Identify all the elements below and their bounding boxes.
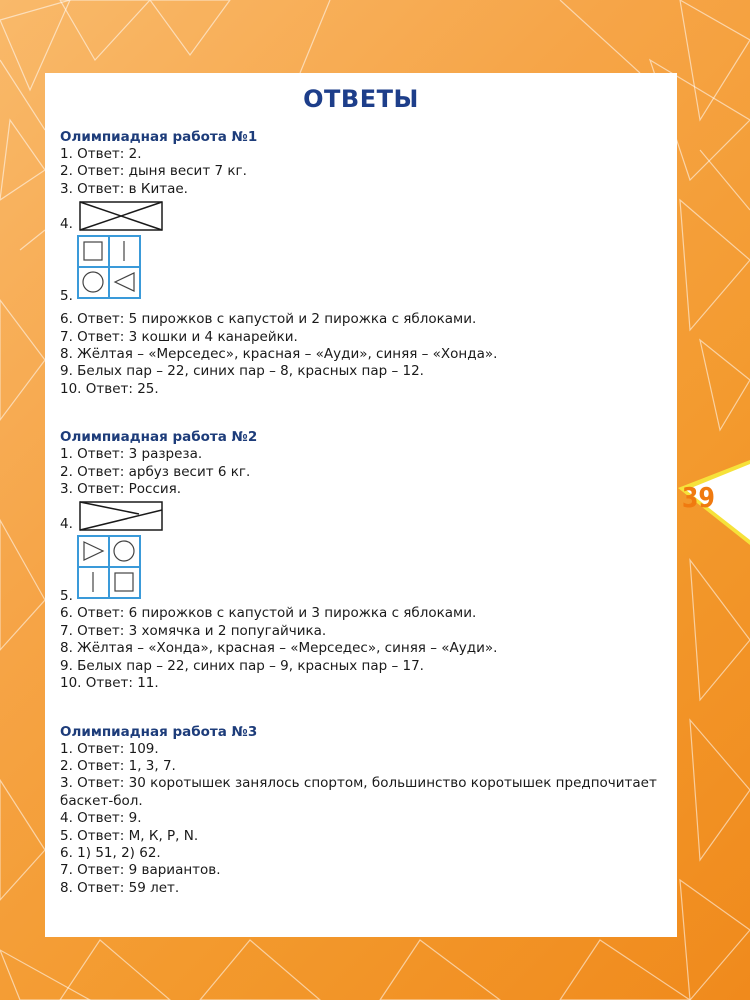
answer-line: 1. Ответ: 2. xyxy=(60,146,142,162)
answer-line: 9. Белых пар – 22, синих пар – 9, красных пар – 17. xyxy=(60,657,424,674)
square-icon xyxy=(84,242,102,260)
shape-grid-figure xyxy=(77,535,141,599)
answer-figure-row xyxy=(60,498,670,533)
section-1 xyxy=(60,129,670,398)
section-2 xyxy=(60,429,670,692)
answer-line: 6. 1) 51, 2) 62. xyxy=(60,844,161,861)
triangle-icon xyxy=(84,542,103,560)
answer-line: 3. Ответ: Россия. xyxy=(60,481,182,498)
section-3 xyxy=(60,724,670,898)
page-title: ОТВЕТЫ xyxy=(303,85,419,113)
answer-line: 7. Ответ: 3 кошки и 4 канарейки. xyxy=(60,328,298,345)
figure-label: 4. xyxy=(60,516,73,533)
answers-panel xyxy=(45,73,677,937)
triangle-icon xyxy=(115,273,134,291)
answer-grid-row xyxy=(60,533,670,605)
figure-label: 4. xyxy=(60,216,73,233)
answer-line: 10. Ответ: 11. xyxy=(60,675,159,692)
answer-line: 8. Жёлтая – «Мерседес», красная – «Ауди», синяя – «Хонда». xyxy=(60,346,498,363)
circle-icon xyxy=(83,272,103,292)
answer-line: 7. Ответ: 3 хомячка и 2 попугайчика. xyxy=(60,622,327,639)
grid-label: 5. xyxy=(60,288,73,305)
answer-line: 3. Ответ: в Китае. xyxy=(60,180,188,197)
section-title: Олимпиадная работа №2 xyxy=(60,429,258,446)
page-number: 39 xyxy=(681,481,715,514)
answer-line: 2. Ответ: арбуз весит 6 кг. xyxy=(60,463,251,480)
answer-line: 2. Ответ: 1, 3, 7. xyxy=(60,757,176,774)
grid-label: 5. xyxy=(60,588,73,605)
answer-line: 2. Ответ: дыня весит 7 кг. xyxy=(60,163,247,180)
answers-content xyxy=(60,129,670,897)
section-title: Олимпиадная работа №1 xyxy=(60,129,258,145)
answer-line: 10. Ответ: 25. xyxy=(60,380,159,397)
answer-figure-row xyxy=(60,198,670,233)
answer-line: 8. Жёлтая – «Хонда», красная – «Мерседес», синяя – «Ауди». xyxy=(60,640,498,657)
divided-rectangle-figure xyxy=(79,501,163,531)
answer-line: 8. Ответ: 59 лет. xyxy=(60,879,180,896)
answer-line: 3. Ответ: 30 коротышек занялось спортом, большинство коротышек предпочитает баскет-бол. xyxy=(60,775,657,809)
answer-line: 9. Белых пар – 22, синих пар – 8, красных пар – 12. xyxy=(60,363,424,380)
answer-line: 1. Ответ: 109. xyxy=(60,740,159,757)
circle-icon xyxy=(114,541,134,561)
answer-line: 6. Ответ: 5 пирожков с капустой и 2 пирожка с яблоками. xyxy=(60,311,477,328)
answer-line: 7. Ответ: 9 вариантов. xyxy=(60,862,221,879)
answer-line: 6. Ответ: 6 пирожков с капустой и 3 пирожка с яблоками. xyxy=(60,605,477,622)
shape-grid-figure xyxy=(77,235,141,299)
answer-line: 1. Ответ: 3 разреза. xyxy=(60,446,203,463)
section-title: Олимпиадная работа №3 xyxy=(60,723,258,740)
answer-line: 5. Ответ: М, К, Р, N. xyxy=(60,827,199,844)
square-icon xyxy=(115,573,133,591)
crossed-rectangle-figure xyxy=(79,201,163,231)
answer-line: 4. Ответ: 9. xyxy=(60,810,142,827)
answer-grid-row xyxy=(60,233,670,305)
